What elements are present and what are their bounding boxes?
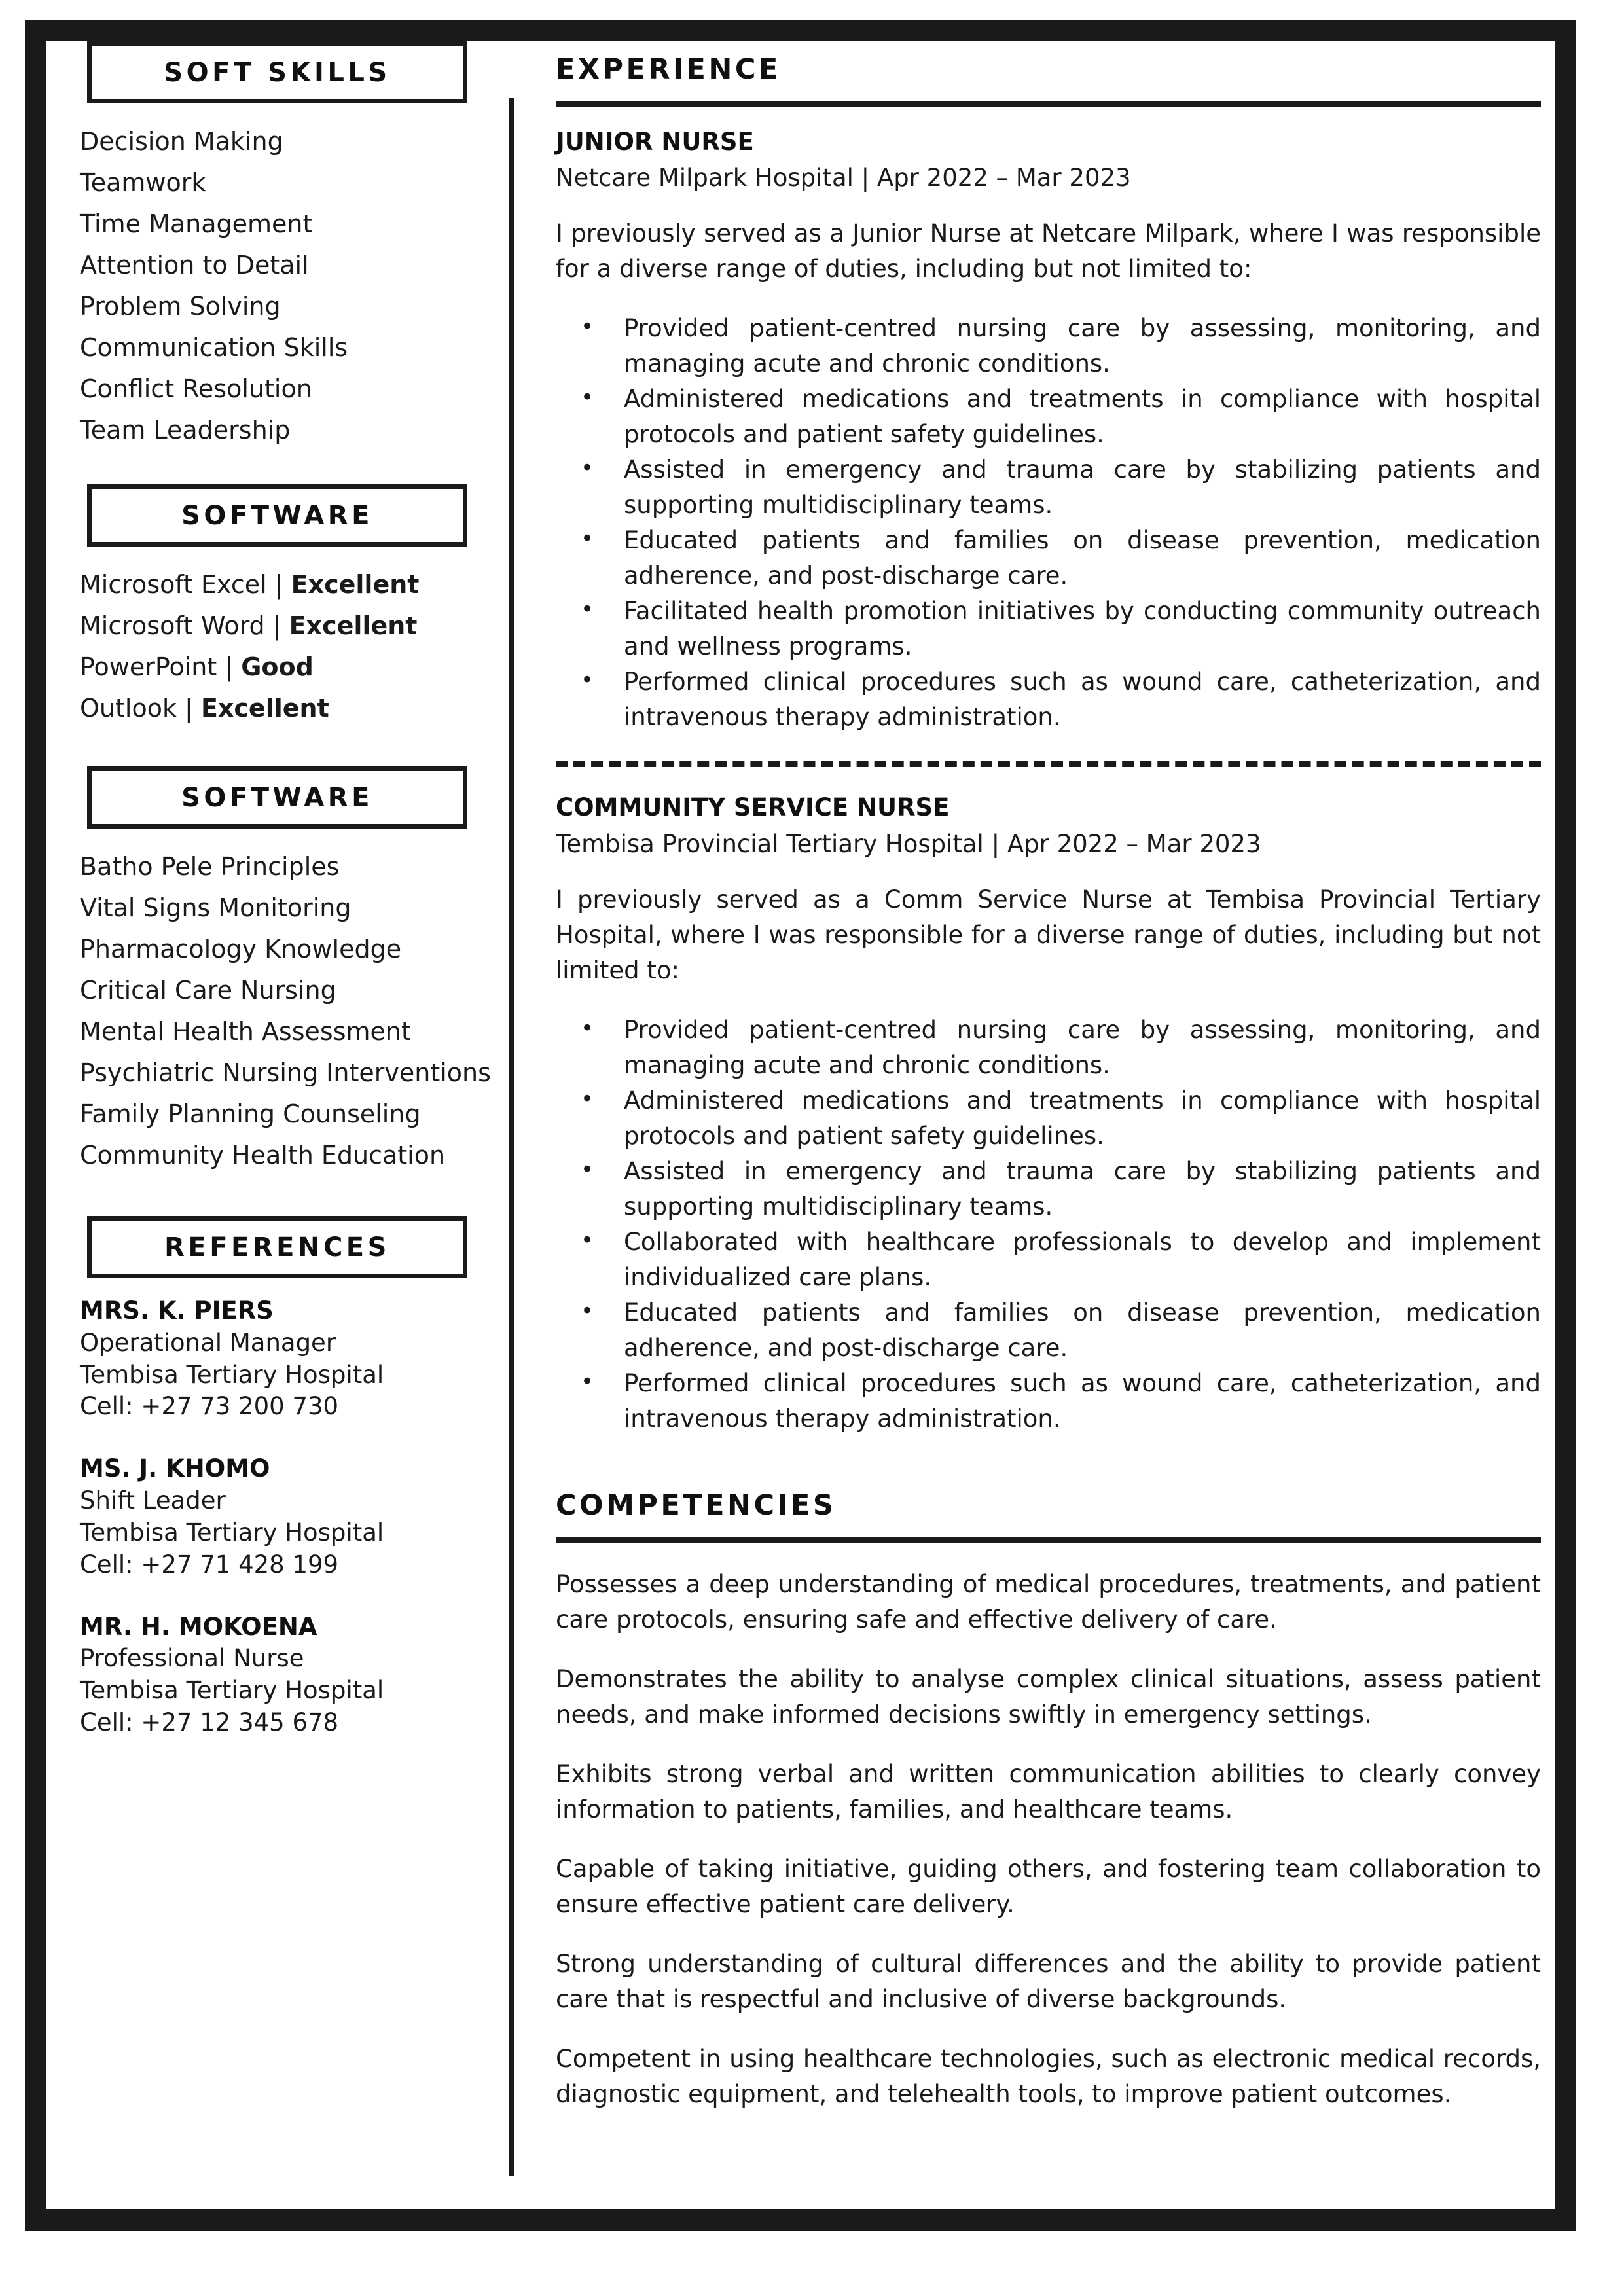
sidebar-section-heading-software [87,484,467,547]
bullet-item: • Performed clinical procedures such as wound care, catheterization, and intravenous therapy administration. [556,1366,1541,1437]
list-item: Attention to Detail [80,250,309,279]
list-item: Decision Making [80,126,283,156]
competency-paragraph: Competent in using healthcare technologies, such as electronic medical records, diagnostic equipment, and telehealth tools, to improve patient outcomes. [556,2044,1541,2108]
reference-entry [80,1295,509,1423]
software-level: Excellent [200,693,329,723]
list-item: Problem Solving [80,291,281,321]
list-item: Vital Signs Monitoring [80,893,352,922]
software-name: Microsoft Excel [80,569,267,599]
bullet-item: • Assisted in emergency and trauma care by stabilizing patients and supporting multidisciplinary teams. [556,452,1541,523]
software-level: Good [241,652,314,681]
list-item: Teamwork [80,168,206,197]
list-item [80,564,509,605]
list-item [80,687,509,728]
sidebar-heading-label: SOFTWARE [181,782,373,813]
column-divider [509,98,514,2176]
reference-cell: Cell: +27 12 345 678 [80,1708,339,1737]
competency-paragraph: Capable of taking initiative, guiding others, and fostering team collaboration to ensure effective patient care delivery. [556,1854,1541,1918]
reference-name: MRS. K. PIERS [80,1297,274,1325]
bullet-item: • Performed clinical procedures such as wound care, catheterization, and intravenous therapy administration. [556,664,1541,735]
reference-entry [80,1453,509,1581]
resume-content [46,41,1555,2209]
list-item: Team Leadership [80,415,291,444]
section-title-competencies: COMPETENCIES [556,1488,837,1522]
competency-paragraph: Demonstrates the ability to analyse complex clinical situations, assess patient needs, and make informed decisions swiftly in emergency settings. [556,1664,1541,1729]
dashed-divider [556,761,1541,767]
competency-paragraph: Possesses a deep understanding of medical procedures, treatments, and patient care protocols, ensuring safe and effective delivery of care. [556,1570,1541,1634]
main-column [509,41,1555,2209]
experience-entry [556,126,1541,735]
competency-paragraph: Exhibits strong verbal and written communication abilities to clearly convey information to patients, families, and healthcare teams. [556,1759,1541,1823]
experience-entry [556,792,1541,1436]
software-level: Excellent [289,611,418,640]
bullet-item: • Assisted in emergency and trauma care by stabilizing patients and supporting multidisciplinary teams. [556,1154,1541,1225]
list-item: Critical Care Nursing [80,975,336,1005]
list-item: Conflict Resolution [80,374,312,403]
software-separator: | [225,652,242,681]
reference-organization: Tembisa Tertiary Hospital [80,1518,384,1547]
bullet-item: • Administered medications and treatments in compliance with hospital protocols and patient safety guidelines. [556,382,1541,452]
list-item: Pharmacology Knowledge [80,934,402,963]
bullet-item: • Provided patient-centred nursing care by assessing, monitoring, and managing acute and chronic conditions. [556,311,1541,382]
list-item [80,605,509,646]
software-separator: | [266,569,291,599]
list-item: Mental Health Assessment [80,1016,411,1046]
reference-organization: Tembisa Tertiary Hospital [80,1676,384,1705]
sidebar-section-heading-references [87,1216,467,1278]
job-meta: Netcare Milpark Hospital | Apr 2022 – Mar 2023 [556,164,1131,192]
references-list [80,1295,509,1739]
list-item: Batho Pele Principles [80,852,340,881]
reference-title: Professional Nurse [80,1644,304,1673]
bullet-item: • Educated patients and families on disease prevention, medication adherence, and post-discharge care. [556,1295,1541,1366]
list-item: Family Planning Counseling [80,1099,421,1128]
job-intro: I previously served as a Comm Service Nurse at Tembisa Provincial Tertiary Hospital, where I was responsible for a diverse range of duties, including but not limited to: [556,885,1541,984]
software-name: Microsoft Word [80,611,265,640]
sidebar-heading-label: REFERENCES [164,1232,390,1263]
reference-name: MS. J. KHOMO [80,1454,270,1483]
soft-skills-list [80,120,509,450]
section-rule [556,101,1541,107]
list-item: Time Management [80,209,313,238]
list-item: Community Health Education [80,1140,446,1170]
clinical-skills-list [80,846,509,1175]
sidebar [46,41,509,2209]
reference-title: Operational Manager [80,1328,336,1357]
sidebar-heading-label: SOFTWARE [181,500,373,531]
bullet-item: • Provided patient-centred nursing care by assessing, monitoring, and managing acute and chronic conditions. [556,1013,1541,1083]
job-title: COMMUNITY SERVICE NURSE [556,793,950,822]
bullet-item: • Collaborated with healthcare professionals to develop and implement individualized care plans. [556,1225,1541,1295]
job-title: JUNIOR NURSE [556,128,754,156]
list-item: Psychiatric Nursing Interventions [80,1058,491,1087]
reference-cell: Cell: +27 73 200 730 [80,1392,339,1421]
software-separator: | [176,693,201,723]
software-proficiency-list [80,564,509,728]
reference-name: MR. H. MOKOENA [80,1612,317,1641]
sidebar-heading-label: SOFT SKILLS [164,57,391,88]
job-bullet-list [556,311,1541,735]
software-name: PowerPoint [80,652,225,681]
list-item: Communication Skills [80,332,348,362]
reference-organization: Tembisa Tertiary Hospital [80,1360,384,1389]
competency-paragraph: Strong understanding of cultural differences and the ability to provide patient care that is respectful and inclusive of diverse backgrounds. [556,1949,1541,2013]
reference-title: Shift Leader [80,1486,226,1515]
reference-cell: Cell: +27 71 428 199 [80,1550,339,1579]
job-intro: I previously served as a Junior Nurse at Netcare Milpark, where I was responsible for a diverse range of duties, including but not limited to: [556,219,1541,283]
sidebar-section-heading-software-2 [87,766,467,829]
section-rule [556,1537,1541,1543]
bullet-item: • Administered medications and treatments in compliance with hospital protocols and patient safety guidelines. [556,1083,1541,1154]
bullet-item: • Facilitated health promotion initiatives by conducting community outreach and wellness programs. [556,594,1541,664]
software-level: Excellent [291,569,420,599]
job-meta: Tembisa Provincial Tertiary Hospital | Apr 2022 – Mar 2023 [556,829,1261,858]
software-name: Outlook [80,693,177,723]
list-item [80,646,509,687]
job-bullet-list [556,1013,1541,1437]
section-title-experience: EXPERIENCE [556,53,781,86]
competencies-list [556,1567,1541,2112]
sidebar-section-heading-soft-skills [87,41,467,103]
reference-entry [80,1611,509,1739]
bullet-item: • Educated patients and families on disease prevention, medication adherence, and post-discharge care. [556,523,1541,594]
software-separator: | [264,611,289,640]
